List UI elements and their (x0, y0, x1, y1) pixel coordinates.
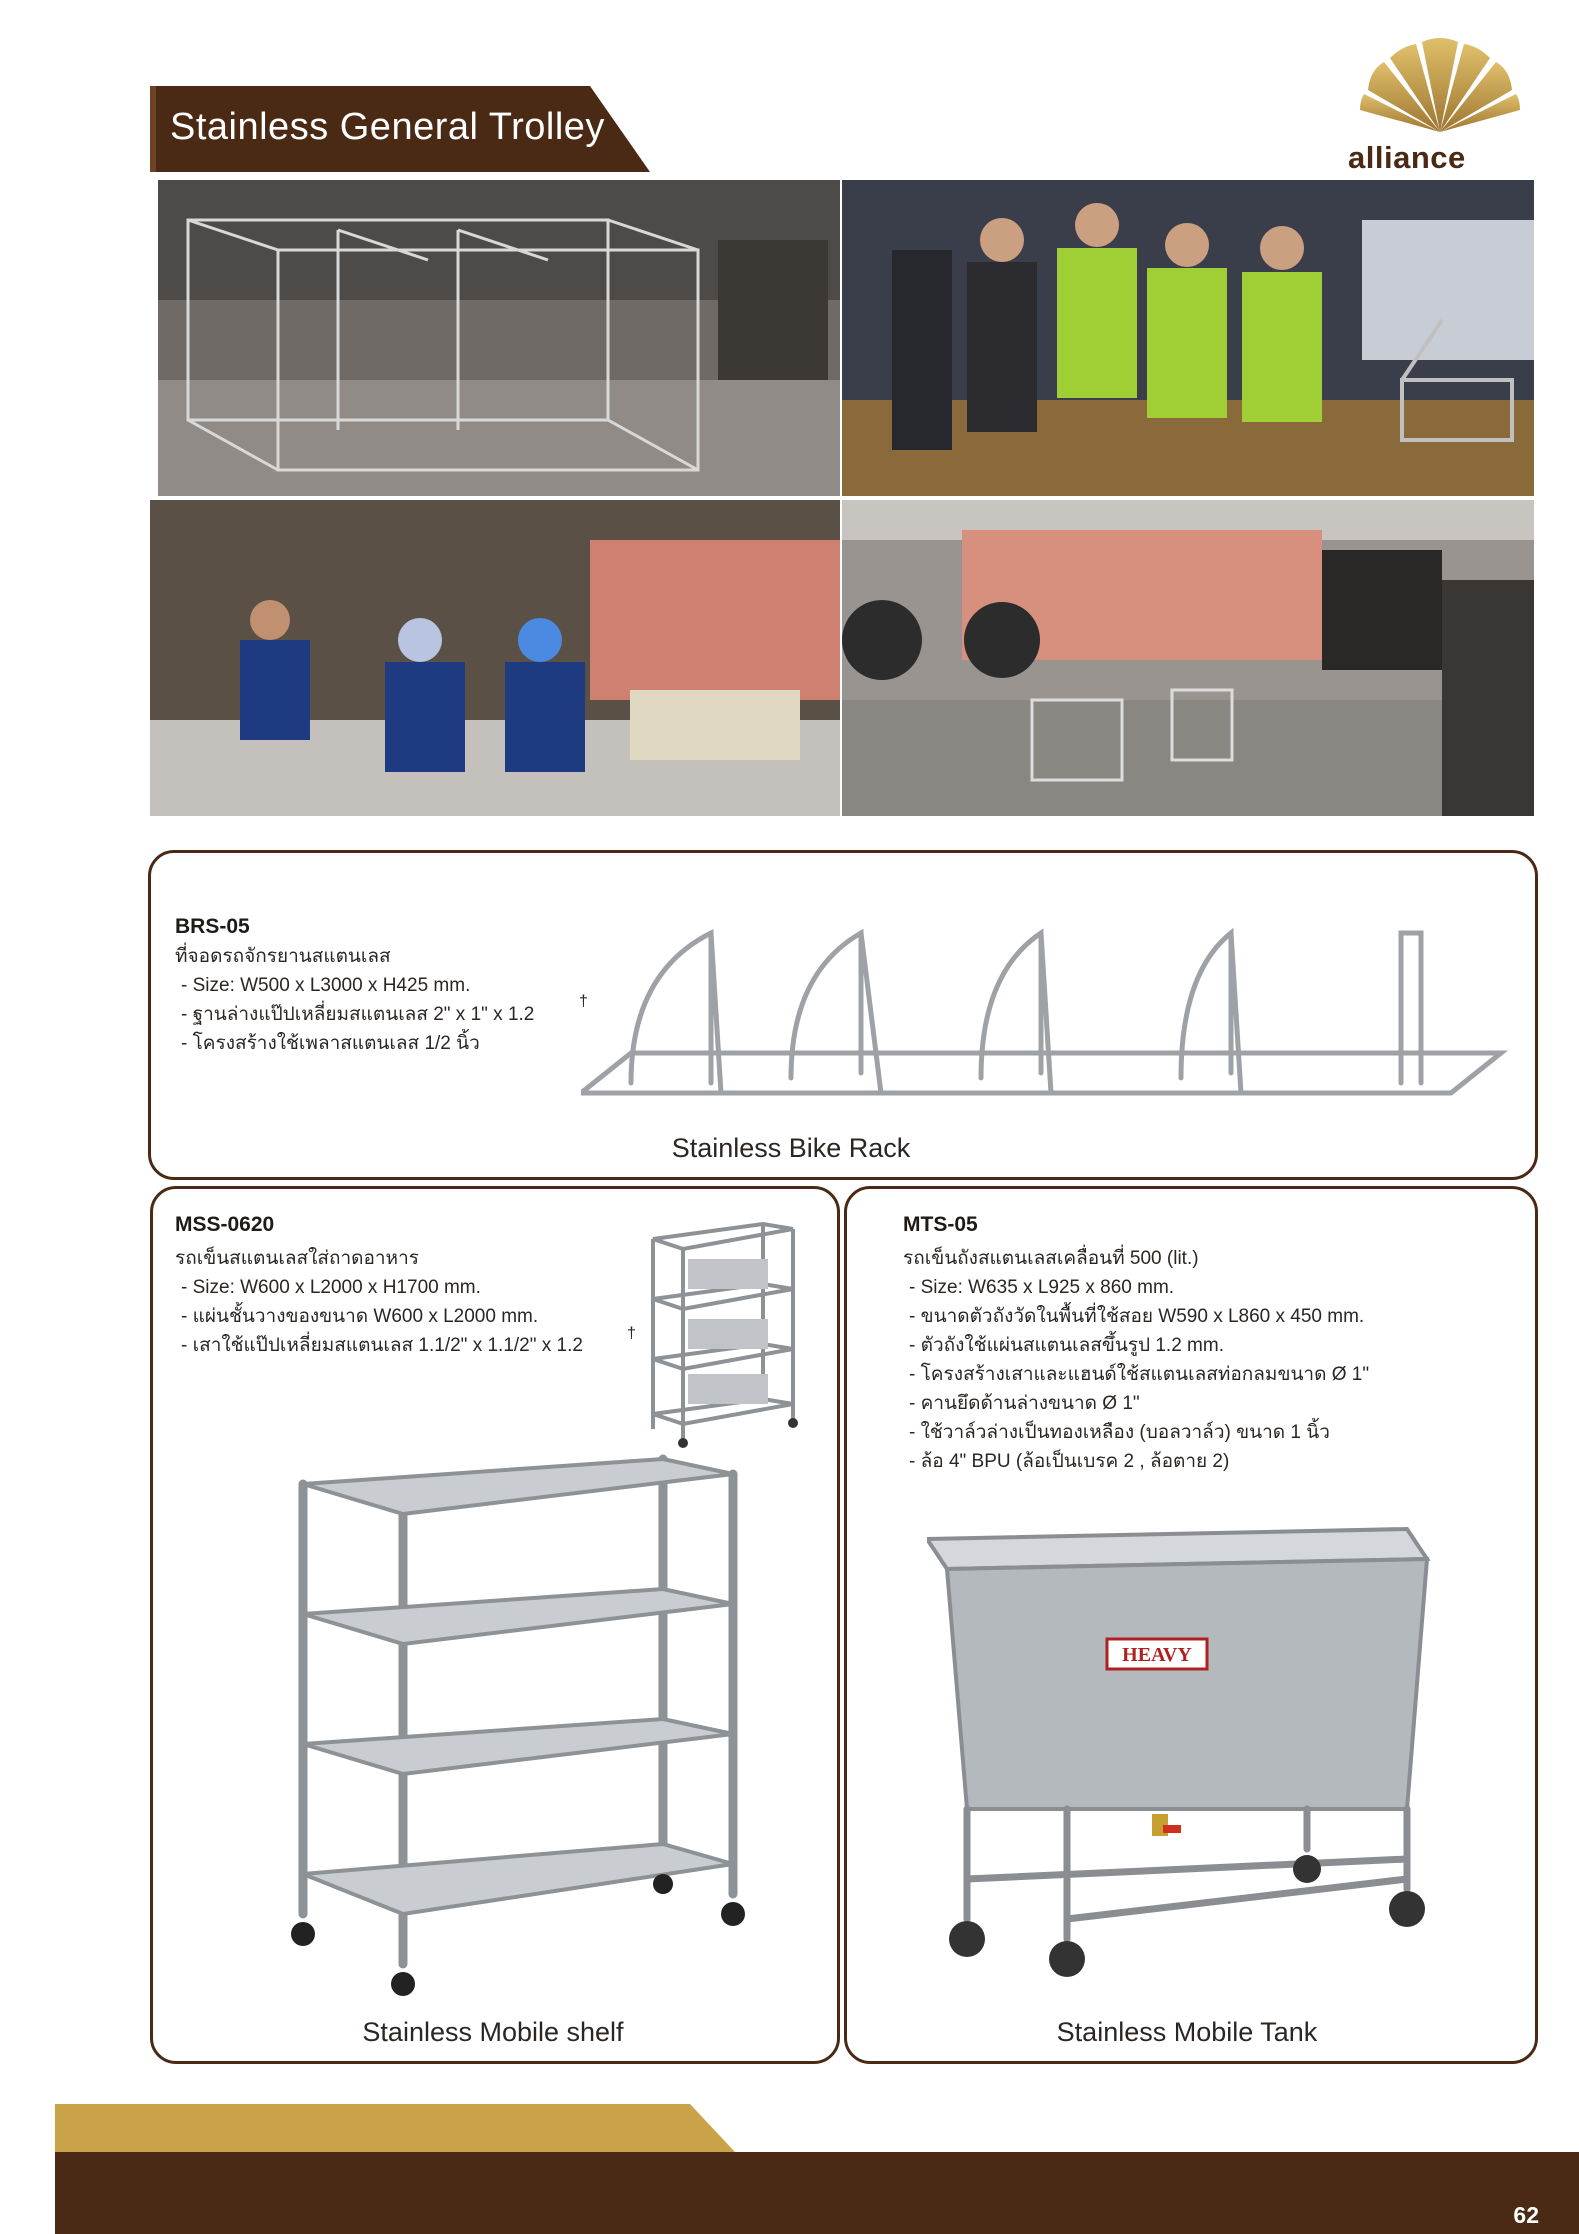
title-banner (150, 86, 650, 172)
product-box-mobile-tank (844, 1186, 1538, 2064)
footer-band (0, 2100, 1579, 2234)
product-code: MTS-05 (903, 1213, 978, 1236)
page-title: Stainless General Trolley (170, 106, 605, 148)
photo-workshop-trolley (842, 500, 1534, 816)
footnote-mark: † (579, 993, 588, 1010)
exhibition-booth-photo-icon (842, 180, 1534, 496)
spec-item: - ฐานล่างแป๊ปเหลี่ยมสแตนเลส 2" x 1" x 1.2 (181, 1004, 535, 1025)
photo-exhibition-booth (842, 180, 1534, 496)
product-caption: Stainless Mobile Tank (1056, 2017, 1318, 2047)
spec-item: - Size: W635 x L925 x 860 mm. (909, 1277, 1175, 1298)
spec-list (181, 971, 534, 1058)
spec-item: - ใช้วาล์วล่างเป็นทองเหลือง (บอลวาล์ว) ขนาด 1 นิ้ว (909, 1422, 1330, 1443)
spec-item: - แผ่นชั้นวางของขนาด W600 x L2000 mm. (181, 1306, 539, 1327)
brand-name: alliance (1348, 140, 1466, 175)
shell-fan-icon (1340, 28, 1540, 140)
product-name: ที่จอดรถจักรยานสแตนเลส (175, 946, 391, 967)
brand-logo (1340, 28, 1540, 178)
spec-list (909, 1273, 1369, 1476)
mobile-shelf-icon (273, 1444, 773, 2004)
spec-item: - Size: W600 x L2000 x H1700 mm. (181, 1277, 481, 1298)
product-code: BRS-05 (175, 915, 250, 938)
bike-rack-icon (581, 913, 1511, 1133)
product-caption: Stainless Mobile shelf (362, 2017, 624, 2047)
tank-brand-label: HEAVY (1122, 1644, 1192, 1666)
spec-item: - เสาใช้แป๊ปเหลี่ยมสแตนเลส 1.1/2" x 1.1/2" x 1.2 (181, 1335, 583, 1356)
spec-item: - คานยึดด้านล่างขนาด Ø 1" (909, 1393, 1140, 1414)
product-name: รถเข็นสแตนเลสใส่ถาดอาหาร (175, 1248, 419, 1269)
photo-workers-assembling (150, 500, 840, 816)
workshop-trolley-photo-icon (842, 500, 1534, 816)
product-box-bike-rack (148, 850, 1538, 1180)
page-number: 62 (1513, 2202, 1539, 2228)
product-name: รถเข็นถังสแตนเลสเคลื่อนที่ 500 (lit.) (903, 1248, 1199, 1269)
footnote-mark: † (627, 1325, 636, 1342)
spec-list (181, 1273, 583, 1360)
product-code: MSS-0620 (175, 1213, 275, 1236)
spec-item: - โครงสร้างเสาและแฮนด์ใช้สแตนเลสท่อกลมขนาด Ø 1" (909, 1364, 1370, 1385)
product-box-mobile-shelf (150, 1186, 840, 2064)
spec-item: - ตัวถังใช้แผ่นสแตนเลสขึ้นรูป 1.2 mm. (909, 1335, 1224, 1356)
spec-item: - ล้อ 4" BPU (ล้อเป็นเบรค 2 , ล้อตาย 2) (909, 1451, 1230, 1472)
spec-item: - โครงสร้างใช้เพลาสแตนเลส 1/2 นิ้ว (181, 1033, 480, 1054)
mobile-tank-icon (927, 1519, 1447, 1989)
factory-racks-photo-icon (158, 180, 840, 496)
photo-factory-racks (158, 180, 840, 496)
workers-assembling-photo-icon (150, 500, 840, 816)
spec-item: - Size: W500 x L3000 x H425 mm. (181, 975, 471, 996)
food-tray-shelf-icon (643, 1219, 813, 1449)
spec-item: - ขนาดตัวถังวัดในพื้นที่ใช้สอย W590 x L860 x 450 mm. (909, 1306, 1365, 1327)
product-caption: Stainless Bike Rack (671, 1133, 911, 1163)
